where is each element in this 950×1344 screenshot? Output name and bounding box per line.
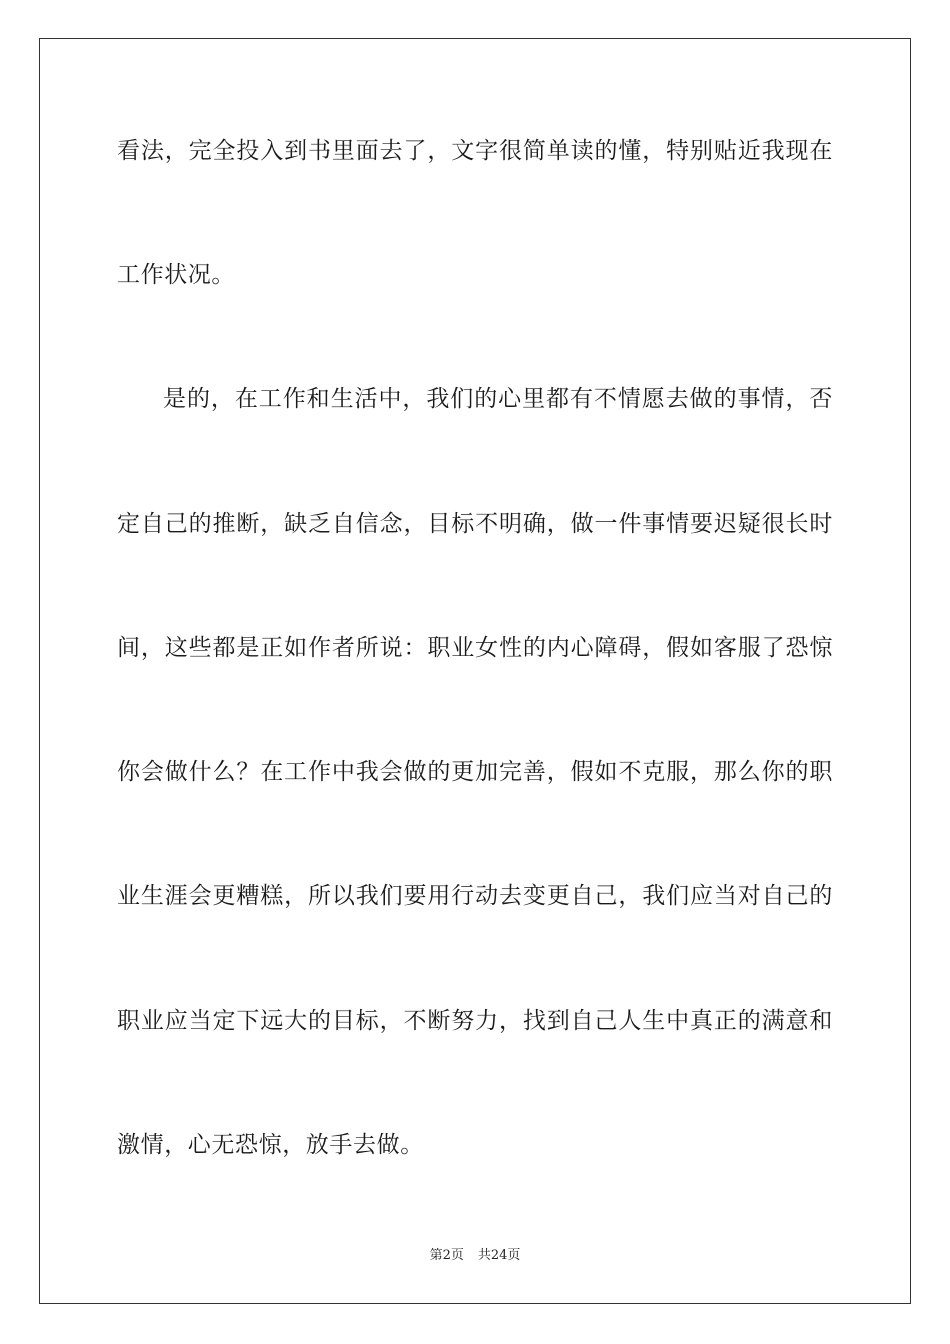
- body-line-3: 是的，在工作和生活中，我们的心里都有不情愿去做的事情，否: [163, 386, 833, 412]
- body-line-7: 业生涯会更糟糕，所以我们要用行动去变更自己，我们应当对自己的: [117, 883, 833, 909]
- body-line-1: 看法，完全投入到书里面去了，文字很简单读的懂，特别贴近我现在: [117, 138, 833, 164]
- page-footer: [0, 1247, 950, 1265]
- page-frame: [39, 38, 911, 1304]
- body-line-6: 你会做什么？在工作中我会做的更加完善，假如不克服，那么你的职: [117, 759, 833, 785]
- body-line-2: 工作状况。: [117, 262, 235, 288]
- body-line-4: 定自己的推断，缺乏自信念，目标不明确，做一件事情要迟疑很长时: [117, 511, 833, 537]
- page-number: 第2页: [429, 1248, 464, 1263]
- page-total: 共24页: [477, 1248, 521, 1263]
- body-line-5: 间，这些都是正如作者所说：职业女性的内心障碍，假如客服了恐惊: [117, 635, 833, 661]
- body-line-8: 职业应当定下远大的目标，不断努力，找到自己人生中真正的满意和: [117, 1008, 833, 1034]
- body-line-9: 激情，心无恐惊，放手去做。: [117, 1132, 424, 1158]
